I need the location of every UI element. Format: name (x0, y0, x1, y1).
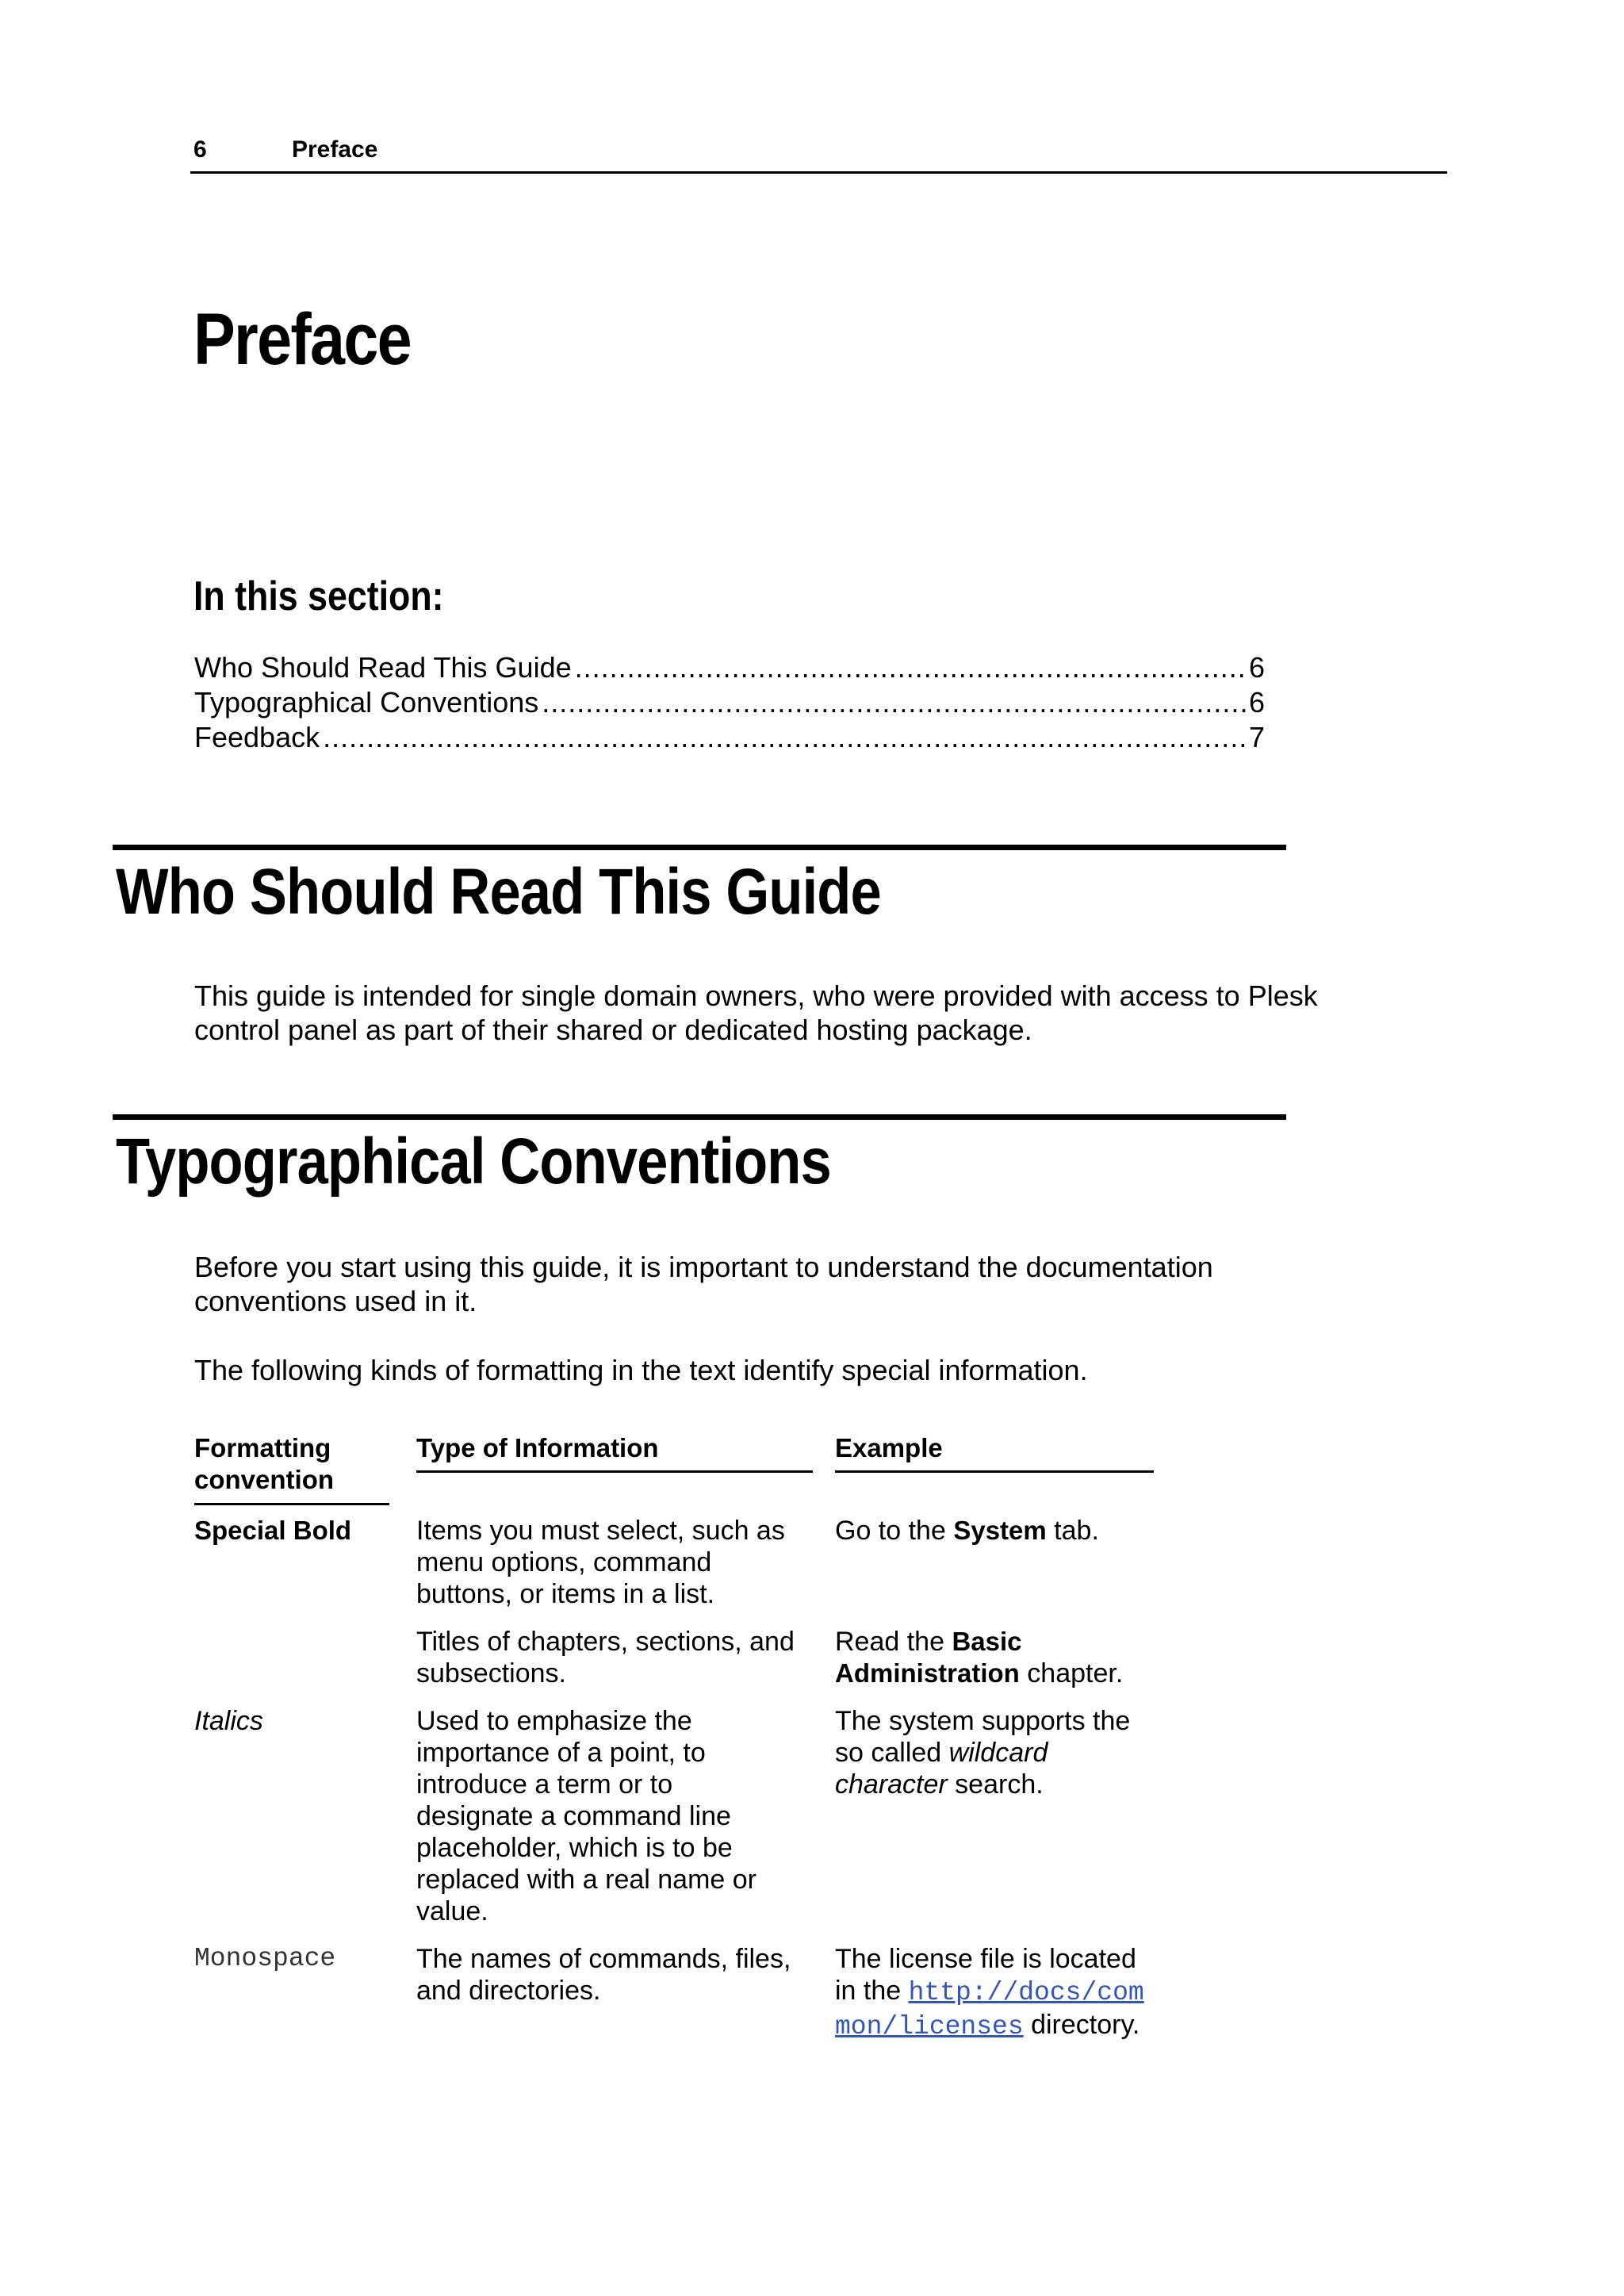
toc-entry-label[interactable]: Typographical Conventions (194, 686, 539, 719)
example-text: Go to the (835, 1516, 954, 1546)
table-cell-example (835, 1515, 1168, 1547)
running-title: Preface (292, 136, 378, 163)
table-cell-example (835, 1943, 1152, 2043)
example-italic-text: wildcard character (835, 1738, 1048, 1800)
table-cell-type: Items you must select, such as menu options, command buttons, or items in a list. (416, 1516, 785, 1609)
toc-leader-dots (542, 685, 1246, 720)
table-cell-type: Titles of chapters, sections, and subsections. (416, 1627, 795, 1688)
section-title-typographical-conventions: Typographical Conventions (116, 1125, 831, 1198)
section-title-who-should-read: Who Should Read This Guide (116, 856, 881, 928)
table-cell-type: The names of commands, files, and directories. (416, 1944, 791, 2006)
toc-entry-label[interactable]: Feedback (194, 721, 320, 753)
example-text: The system supports the so called (835, 1706, 1131, 1768)
toc-entry-feedback[interactable] (194, 720, 1265, 755)
chapter-title: Preface (193, 299, 411, 380)
example-text: The license file is located in the (835, 1944, 1136, 2006)
example-bold-text: Basic Administration (835, 1627, 1022, 1688)
page-number: 6 (193, 136, 207, 163)
column-header-formatting-convention: Formatting convention (194, 1433, 335, 1494)
example-text: directory. (1023, 2010, 1140, 2040)
running-header (190, 136, 1447, 174)
section-typo-intro: Before you start using this guide, it is important to understand the documentation conventions used in it. (194, 1251, 1213, 1317)
table-of-contents (194, 650, 1265, 755)
example-text: chapter. (1019, 1658, 1124, 1688)
toc-entry-who-should-read[interactable] (194, 650, 1265, 685)
toc-entry-label[interactable]: Who Should Read This Guide (194, 651, 572, 684)
section-divider (113, 845, 1286, 850)
table-cell-convention: Special Bold (194, 1516, 352, 1545)
example-text: tab. (1046, 1516, 1099, 1546)
table-cell-convention: Italics (194, 1706, 263, 1736)
toc-heading: In this section: (193, 573, 444, 619)
section-divider (113, 1114, 1286, 1120)
column-header-underline (194, 1503, 389, 1505)
toc-entry-page[interactable]: 6 (1248, 686, 1265, 719)
table-cell-example (835, 1626, 1136, 1689)
column-header-underline (416, 1470, 813, 1473)
toc-entry-page[interactable]: 6 (1248, 651, 1265, 684)
section-typo-lead: The following kinds of formatting in the text identify special information. (194, 1354, 1088, 1386)
table-cell-convention: Monospace (194, 1944, 336, 1973)
example-text: search. (947, 1769, 1044, 1800)
toc-leader-dots (575, 650, 1246, 685)
column-header-example: Example (835, 1433, 943, 1462)
example-text: Read the (835, 1627, 952, 1657)
section-who-body: This guide is intended for single domain owners, who were provided with access to Plesk control panel as part of their shared or dedicated hosting package. (194, 979, 1318, 1046)
toc-leader-dots (323, 720, 1246, 755)
table-cell-example (835, 1705, 1160, 1800)
table-cell-type: Used to emphasize the importance of a point, to introduce a term or to designate a command line placeholder, which is to be replaced with a real name or value. (416, 1706, 757, 1926)
toc-entry-page[interactable]: 7 (1248, 721, 1265, 753)
toc-entry-typographical-conventions[interactable] (194, 685, 1265, 720)
example-bold-text: System (953, 1516, 1047, 1545)
column-header-type-of-information: Type of Information (416, 1433, 659, 1462)
column-header-underline (835, 1470, 1154, 1473)
licenses-path-link[interactable]: http://docs/common/licenses (835, 1978, 1144, 2041)
